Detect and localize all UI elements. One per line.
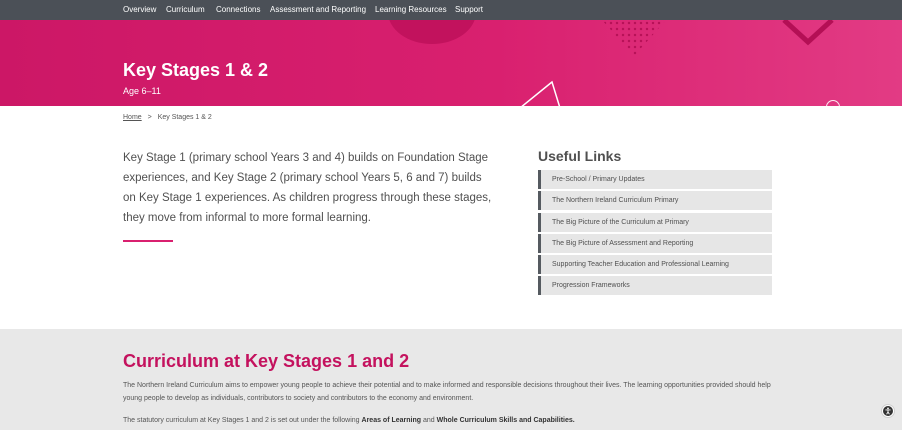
decorative-circle [388,20,476,44]
nav-curriculum[interactable]: Curriculum [166,5,205,14]
useful-links-title: Useful Links [538,148,622,164]
curriculum-paragraph-2 [123,414,773,427]
paragraph-2-text: The statutory curriculum at Key Stages 1 and 2 is set out under the following [123,417,362,424]
page-title: Key Stages 1 & 2 [123,60,269,80]
accent-divider [123,240,173,242]
breadcrumb-separator: > [147,114,152,121]
decorative-dot-triangle [602,20,666,56]
decorative-ring [826,100,840,106]
curriculum-section [0,329,902,430]
nav-learning-resources[interactable]: Learning Resources [375,5,447,14]
useful-link-big-picture-curriculum[interactable]: The Big Picture of the Curriculum at Primary [538,213,772,232]
paragraph-2-conjunction: and [421,417,437,424]
top-navigation [0,0,902,20]
curriculum-heading: Curriculum at Key Stages 1 and 2 [123,351,410,371]
whole-curriculum-skills-text: Whole Curriculum Skills and Capabilities. [436,417,575,424]
useful-link-progression-frameworks[interactable]: Progression Frameworks [538,276,772,295]
nav-support[interactable]: Support [455,5,484,14]
decorative-triangle-icon [516,80,566,106]
useful-link-ni-curriculum-primary[interactable]: The Northern Ireland Curriculum Primary [538,191,772,210]
areas-of-learning-text: Areas of Learning [361,417,422,424]
breadcrumb-home[interactable]: Home [123,114,142,121]
useful-link-teacher-education[interactable]: Supporting Teacher Education and Professional Learning [538,255,772,274]
curriculum-paragraph: The Northern Ireland Curriculum aims to empower young people to achieve their potential and to make informed and responsible decisions throughout their lives. The learning opportunities provided should help young people to develop as individuals, contributors to society and contributors to the economy and environment. [123,382,771,402]
hero-banner [0,20,902,106]
nav-connections[interactable]: Connections [216,5,261,14]
useful-link-big-picture-assessment[interactable]: The Big Picture of Assessment and Reporting [538,234,772,253]
breadcrumb-current: Key Stages 1 & 2 [157,114,212,121]
intro-text: Key Stage 1 (primary school Years 3 and 4) builds on Foundation Stage experiences, and Key Stage 2 (primary school Years 5, 6 and 7) builds on Key Stage 1 experiences. As children progress through these stages, they move from informal to more formal learning. [123,152,492,224]
page-subtitle: Age 6–11 [123,86,161,96]
useful-link-preschool-primary-updates[interactable]: Pre-School / Primary Updates [538,170,772,189]
accessibility-icon[interactable] [881,404,895,418]
breadcrumb [123,114,212,121]
nav-assessment-and-reporting[interactable]: Assessment and Reporting [270,5,367,14]
nav-overview[interactable]: Overview [123,5,157,14]
decorative-chevron-icon [782,20,834,48]
useful-links-list [538,170,772,298]
